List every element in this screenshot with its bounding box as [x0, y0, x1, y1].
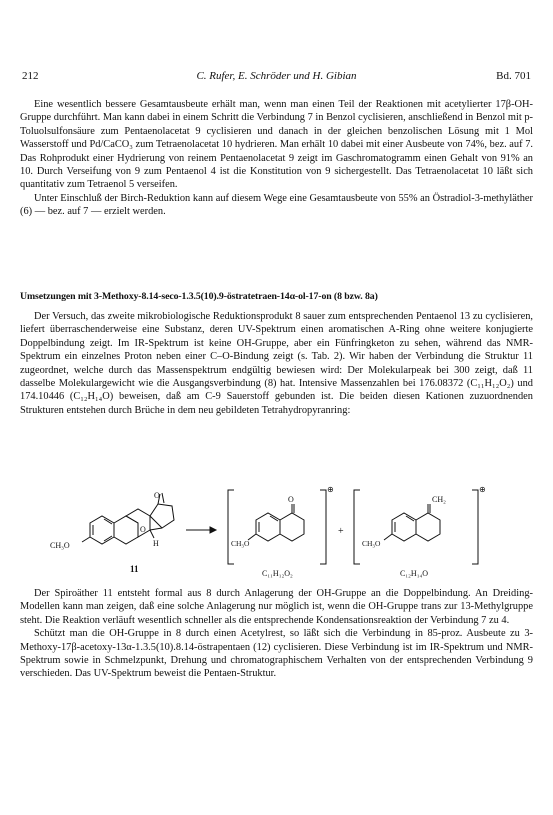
frag1-ch3o-label: CH₃O	[231, 539, 250, 548]
formula-2: C₁₂H₁₄O	[400, 569, 429, 578]
paragraph: Eine wesentlich bessere Gesamtausbeute erhält man, wenn man einen Teil der Reaktionen mit acetylierter 17β-OH-Gruppe durchführt. Man kann dabei in einem Schritt die Verbindung 7 in Benzol cyclisieren, anschließend in Benzol mit p-Toluolsulfonsäure zum Pentaenolacetat 9 cyclisieren und danach in der gleichen benzolischen Lösung mit 1 Mol Wasserstoff und Pd/CaCO₃ zum Tetraenolacetat 10 hydrieren. Man erhält 10 dabei mit einer Ausbeute von 74%, bez. auf 7. Das Rohprodukt einer Hydrierung von reinem Pentaenolacetat 9 zeigt im Gaschromatogramm einen Gehalt von 91% an 10. Durch Verseifung von 9 zum Pentaenol 4 ist die Konstitution von 9 sichergestellt. Das Tetraenolacetat 10 läßt sich quantitativ zum Tetraenol 5 verseifen.	[20, 99, 533, 191]
plus-sign: +	[338, 526, 344, 537]
structure-11	[82, 493, 174, 544]
running-header	[22, 70, 531, 86]
ring-o-label: O	[140, 525, 146, 534]
header-authors: C. Rufer, E. Schröder und H. Gibian	[196, 70, 357, 82]
frag1-o-label: O	[288, 495, 294, 504]
paragraph: Schützt man die OH-Gruppe in 8 durch einen Acetylrest, so läßt sich die Verbindung in 85-proz. Ausbeute zu 3-Methoxy-17β-acetoxy-13α-1.3.5(10).8.14-östrapentaen (12) cyclisieren. Diese Verbindung ist im IR-Spektrum und NMR-Spektrum sowie in Schmelzpunkt, Drehung und chromatographischem Verhalten von der entsprechenden Verbindung 9 verschieden. Das UV-Spektrum beweist die Pentaen-Struktur.	[20, 628, 533, 680]
paragraph: Unter Einschluß der Birch-Reduktion kann auf diesem Wege eine Gesamtausbeute von 55% an Östradiol-3-methyläther (6) — bez. auf 7 — erzielt werden.	[20, 192, 533, 218]
ketone-o-label: O	[154, 491, 160, 500]
ch3o-label: CH₃O	[50, 541, 70, 550]
h-label: H	[153, 539, 159, 548]
reaction-scheme	[50, 468, 510, 580]
compound-number: 11	[130, 564, 139, 574]
charge-1: ⊕	[327, 485, 334, 494]
charge-2: ⊕	[479, 485, 486, 494]
text-block-2	[20, 310, 533, 417]
ch2-label: CH₂	[432, 495, 446, 504]
formula-1: C₁₁H₁₂O₂	[262, 569, 293, 578]
fragmentation-diagram	[50, 468, 510, 580]
header-volume: Bd. 701	[496, 70, 531, 82]
fragment-2	[354, 490, 478, 564]
section-heading: Umsetzungen mit 3-Methoxy-8.14-seco-1.3.5(10).9-östratetraen-14α-ol-17-on (8 bzw. 8a)	[20, 291, 378, 302]
text-block-3	[20, 587, 533, 681]
text-block-1	[20, 98, 533, 219]
frag2-ch3o-label: CH₃O	[362, 539, 381, 548]
paragraph: Der Versuch, das zweite mikrobiologische Reduktionsprodukt 8 sauer zum entsprechenden Pentaenol 13 zu cyclisieren, liefert überraschenderweise eine Substanz, deren UV-Spektrum einen aromatischen A-Ring ohne weitere konjugierte Doppelbindung zeigt. Im IR-Spektrum ist keine OH-Gruppe, aber ein Fünfringketon zu sehen, während das NMR-Spektrum ein einzelnes Proton neben einer C–O-Bindung zeigt (s. Tab. 2). Wir haben der Verbindung die Struktur 11 zugeordnet, welche durch das Massenspektrum endgültig bewiesen wird: Der Molekularpeak bei 300 zeigt, daß 11 dasselbe Molekulargewicht wie die Ausgangsverbindung (8) hat. Intensive Massenzahlen bei 176.08372 (C₁₁H₁₂O₂) und 174.10446 (C₁₂H₁₄O) beweisen, daß am C-9 Sauerstoff gebunden ist. Die beiden diesen Kationen zuzuordnenden Strukturen entstehen durch Brüche in dem neu gebildeten Tetrahydropyranring:	[20, 311, 533, 416]
fragment-1	[228, 490, 326, 564]
page-number: 212	[22, 70, 39, 82]
paragraph: Der Spiroäther 11 entsteht formal aus 8 durch Anlagerung der OH-Gruppe an die Doppelbindung. An Dreiding-Modellen kann man zeigen, daß eine solche Anlagerung nur möglich ist, wenn die OH-Gruppe trans zur 13-Methylgruppe steht. Die Reaktion verläuft wesentlich schneller als die entsprechende Kondensationsreaktion der Verbindung 7 zu 4.	[20, 588, 533, 626]
reaction-arrow	[186, 527, 216, 533]
